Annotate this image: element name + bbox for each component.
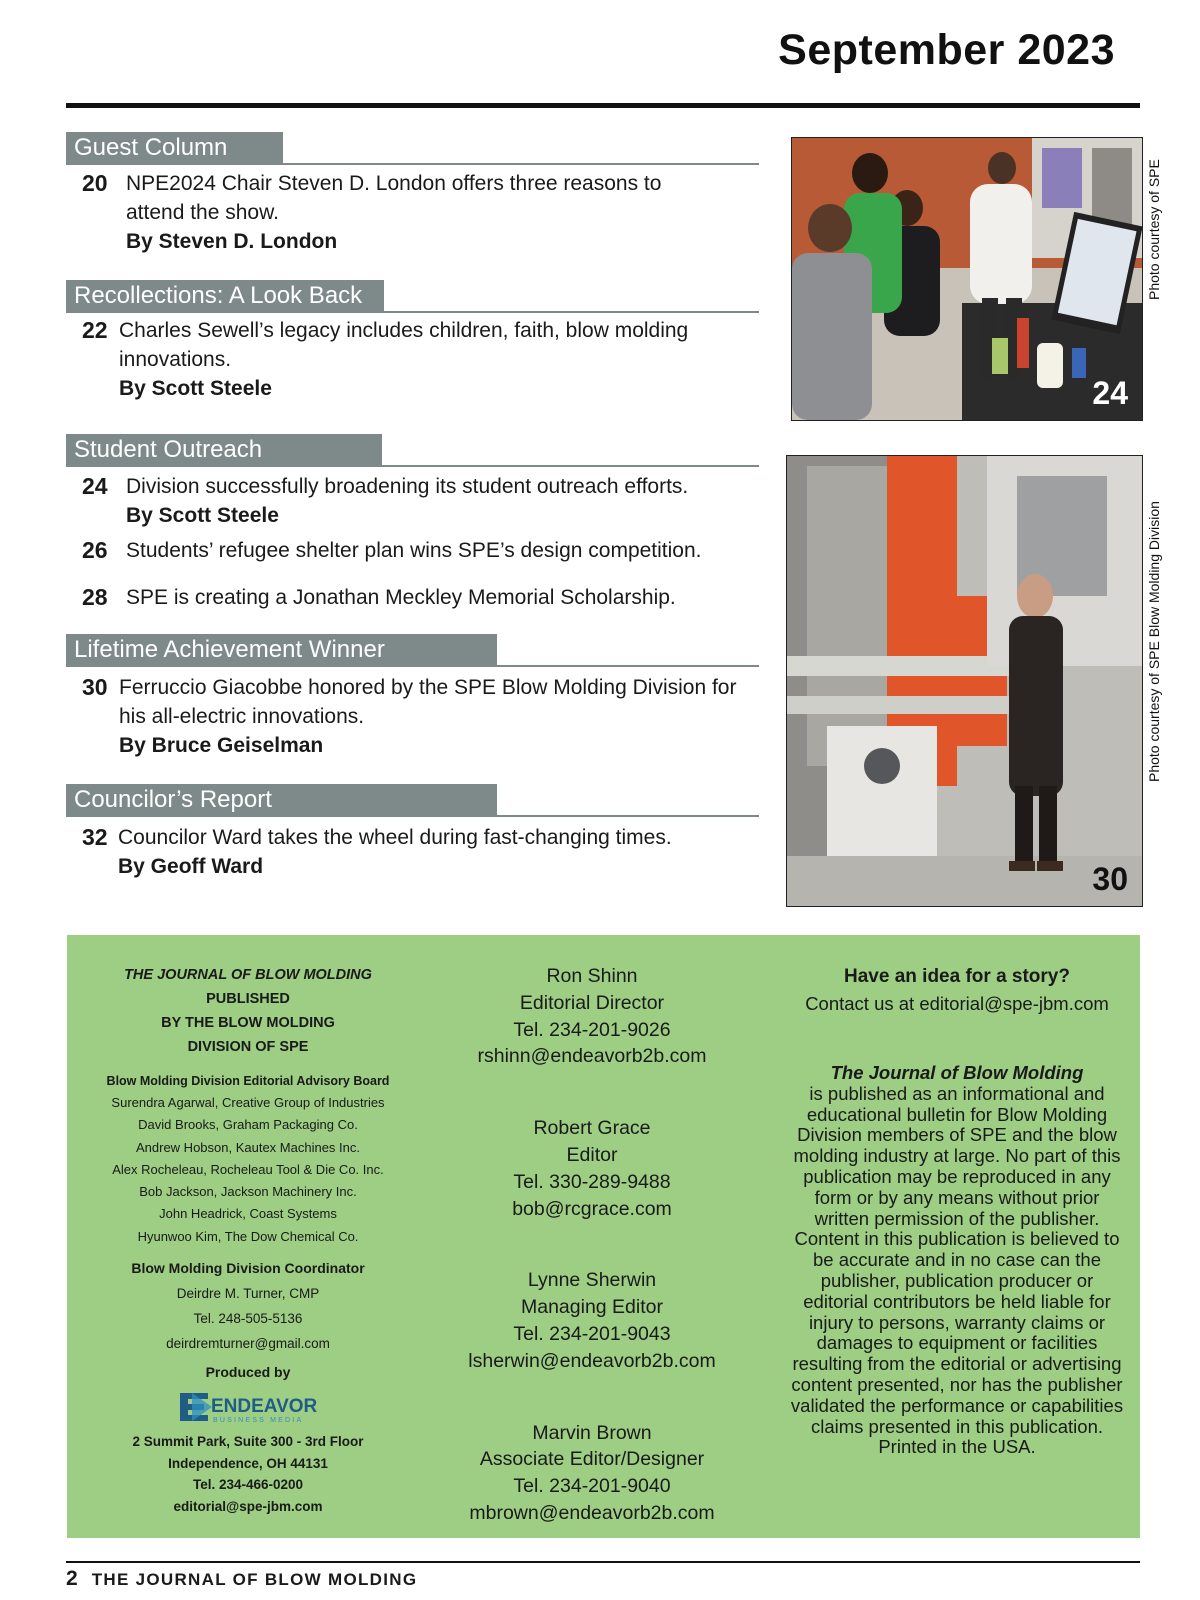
section-recollections xyxy=(66,280,759,403)
publisher-line: PUBLISHED xyxy=(206,991,290,1007)
board-member: Surendra Agarwal, Creative Group of Industries xyxy=(111,1095,385,1110)
toc-entry[interactable] xyxy=(66,316,729,403)
staff-name: Ron Shinn xyxy=(546,965,638,987)
staff-email[interactable]: lsherwin@endeavorb2b.com xyxy=(468,1349,716,1372)
toc-entry[interactable] xyxy=(66,169,716,256)
section-councilors-report xyxy=(66,784,759,881)
legal-body: is published as an informational and educational bulletin for Blow Molding Division members of SPE and the blow molding industry at large. No part of this publication may be reproduced in any form or by any means without prior written permission of the publisher. Content in this publication is believed to be accurate and in no case can the publisher, publication producer or editorial contributors be held liable for injury to persons, warranty claims or damages to equipment or facilities resulting from the editorial or advertising content presented, nor has the publisher validated the performance or capabilities claims presented in this publication. Printed in the USA. xyxy=(790,1082,1124,1458)
section-heading: Guest Column xyxy=(66,132,283,165)
staff-entry xyxy=(447,1420,737,1527)
photo-page-number: 24 xyxy=(1092,375,1128,411)
page-number: 20 xyxy=(82,170,108,196)
table-of-contents xyxy=(66,132,759,881)
toc-entry[interactable] xyxy=(66,472,759,530)
staff-role: Editor xyxy=(566,1143,618,1166)
photo-page-number: 30 xyxy=(1092,861,1128,897)
publisher-line: BY THE BLOW MOLDING xyxy=(161,1015,335,1031)
entry-title: Councilor Ward takes the wheel during fast-changing times. xyxy=(118,826,672,849)
legal-title: The Journal of Blow Molding xyxy=(830,1062,1084,1083)
staff-role: Associate Editor/Designer xyxy=(479,1448,705,1471)
advisory-board-title: Blow Molding Division Editorial Advisory Board xyxy=(106,1074,390,1088)
staff-entry xyxy=(447,1267,737,1374)
section-heading: Student Outreach xyxy=(66,434,382,467)
staff-email[interactable]: rshinn@endeavorb2b.com xyxy=(477,1045,707,1068)
toc-entry[interactable] xyxy=(66,823,759,881)
coordinator-email[interactable]: deirdremturner@gmail.com xyxy=(166,1336,330,1352)
staff-name: Marvin Brown xyxy=(532,1421,652,1444)
address-email[interactable]: editorial@spe-jbm.com xyxy=(173,1498,323,1514)
board-member: Andrew Hobson, Kautex Machines Inc. xyxy=(135,1139,360,1155)
page-footer xyxy=(66,1567,417,1591)
page-number: 28 xyxy=(82,584,108,610)
entry-byline: By Scott Steele xyxy=(126,504,279,527)
story-idea-title: Have an idea for a story? xyxy=(844,966,1070,987)
page-number: 30 xyxy=(82,674,108,700)
board-member: Bob Jackson, Jackson Machinery Inc. xyxy=(139,1184,357,1200)
toc-entry[interactable] xyxy=(66,536,759,565)
issue-date: September 2023 xyxy=(778,26,1115,74)
produced-by-label: Produced by xyxy=(205,1364,291,1381)
coordinator-phone: Tel. 248-505-5136 xyxy=(193,1311,303,1327)
section-heading: Councilor’s Report xyxy=(66,784,497,817)
address-line: 2 Summit Park, Suite 300 - 3rd Floor xyxy=(132,1434,364,1450)
staff-role: Editorial Director xyxy=(519,991,665,1014)
logo-subtitle: BUSINESS MEDIA xyxy=(213,1417,304,1425)
section-heading: Recollections: A Look Back xyxy=(66,280,384,313)
photo-lifetime-achievement xyxy=(786,455,1143,907)
story-idea-column xyxy=(787,963,1127,1458)
photo-credit: Photo courtesy of SPE xyxy=(1146,159,1162,300)
publisher-line: DIVISION OF SPE xyxy=(187,1039,309,1055)
page-number: 22 xyxy=(82,317,108,343)
story-idea-contact[interactable]: Contact us at editorial@spe-jbm.com xyxy=(805,993,1109,1014)
publisher-line: THE JOURNAL OF BLOW MOLDING xyxy=(124,967,372,983)
footer-page-number: 2 xyxy=(66,1567,78,1590)
page-number: 26 xyxy=(82,537,108,563)
students-photo-illustration xyxy=(792,138,1142,420)
board-member: Alex Rocheleau, Rocheleau Tool & Die Co. Inc. xyxy=(112,1161,384,1177)
photo-student-outreach xyxy=(791,137,1143,421)
staff-email[interactable]: bob@rcgrace.com xyxy=(512,1197,672,1220)
coordinator-title: Blow Molding Division Coordinator xyxy=(131,1260,365,1277)
staff-phone: Tel. 234-201-9043 xyxy=(513,1322,671,1345)
staff-role: Managing Editor xyxy=(520,1296,663,1319)
machine-photo-illustration xyxy=(787,456,1142,906)
section-lifetime-achievement xyxy=(66,634,759,760)
logo-wordmark: ENDEAVOR xyxy=(211,1396,318,1418)
page-number: 24 xyxy=(82,473,108,499)
entry-byline: By Bruce Geiselman xyxy=(119,734,324,757)
staff-name: Lynne Sherwin xyxy=(527,1269,657,1292)
toc-entry[interactable] xyxy=(66,673,739,760)
board-member: David Brooks, Graham Packaging Co. xyxy=(138,1117,358,1133)
coordinator-name: Deirdre M. Turner, CMP xyxy=(176,1286,320,1302)
footer-publication: THE JOURNAL OF BLOW MOLDING xyxy=(91,1570,418,1589)
address-line: Independence, OH 44131 xyxy=(168,1455,328,1471)
endeavor-logo xyxy=(178,1387,318,1427)
publisher-column xyxy=(67,963,429,1517)
entry-title: SPE is creating a Jonathan Meckley Memorial Scholarship. xyxy=(126,586,676,609)
masthead-box xyxy=(67,935,1140,1538)
board-member: Hyunwoo Kim, The Dow Chemical Co. xyxy=(137,1228,359,1244)
page-number: 32 xyxy=(82,824,108,850)
entry-title: Division successfully broadening its student outreach efforts. xyxy=(126,475,689,498)
staff-email[interactable]: mbrown@endeavorb2b.com xyxy=(469,1501,715,1524)
entry-byline: By Steven D. London xyxy=(126,230,338,253)
entry-title: NPE2024 Chair Steven D. London offers three reasons to attend the show. xyxy=(126,172,662,224)
staff-entry xyxy=(447,963,737,1070)
staff-phone: Tel. 330-289-9488 xyxy=(513,1170,671,1193)
board-member: John Headrick, Coast Systems xyxy=(159,1206,337,1222)
staff-phone: Tel. 234-201-9040 xyxy=(513,1475,671,1498)
header-rule xyxy=(66,103,1140,108)
staff-phone: Tel. 234-201-9026 xyxy=(513,1018,671,1041)
section-student-outreach xyxy=(66,434,759,612)
address-phone: Tel. 234-466-0200 xyxy=(192,1477,304,1493)
entry-title: Charles Sewell’s legacy includes children, faith, blow molding innovations. xyxy=(119,319,689,371)
section-heading: Lifetime Achievement Winner xyxy=(66,634,497,667)
staff-name: Robert Grace xyxy=(533,1117,651,1140)
legal-notice xyxy=(787,1063,1127,1458)
entry-byline: By Geoff Ward xyxy=(118,855,264,878)
entry-title: Ferruccio Giacobbe honored by the SPE Blow Molding Division for his all-electric innovations. xyxy=(119,676,737,728)
photo-credit: Photo courtesy of SPE Blow Molding Division xyxy=(1146,501,1162,782)
footer-rule xyxy=(66,1561,1140,1563)
section-guest-column xyxy=(66,132,759,256)
entry-title: Students’ refugee shelter plan wins SPE’s design competition. xyxy=(126,539,702,562)
toc-entry[interactable] xyxy=(66,583,759,612)
entry-byline: By Scott Steele xyxy=(119,377,272,400)
staff-entry xyxy=(447,1115,737,1222)
staff-column xyxy=(447,963,737,1572)
